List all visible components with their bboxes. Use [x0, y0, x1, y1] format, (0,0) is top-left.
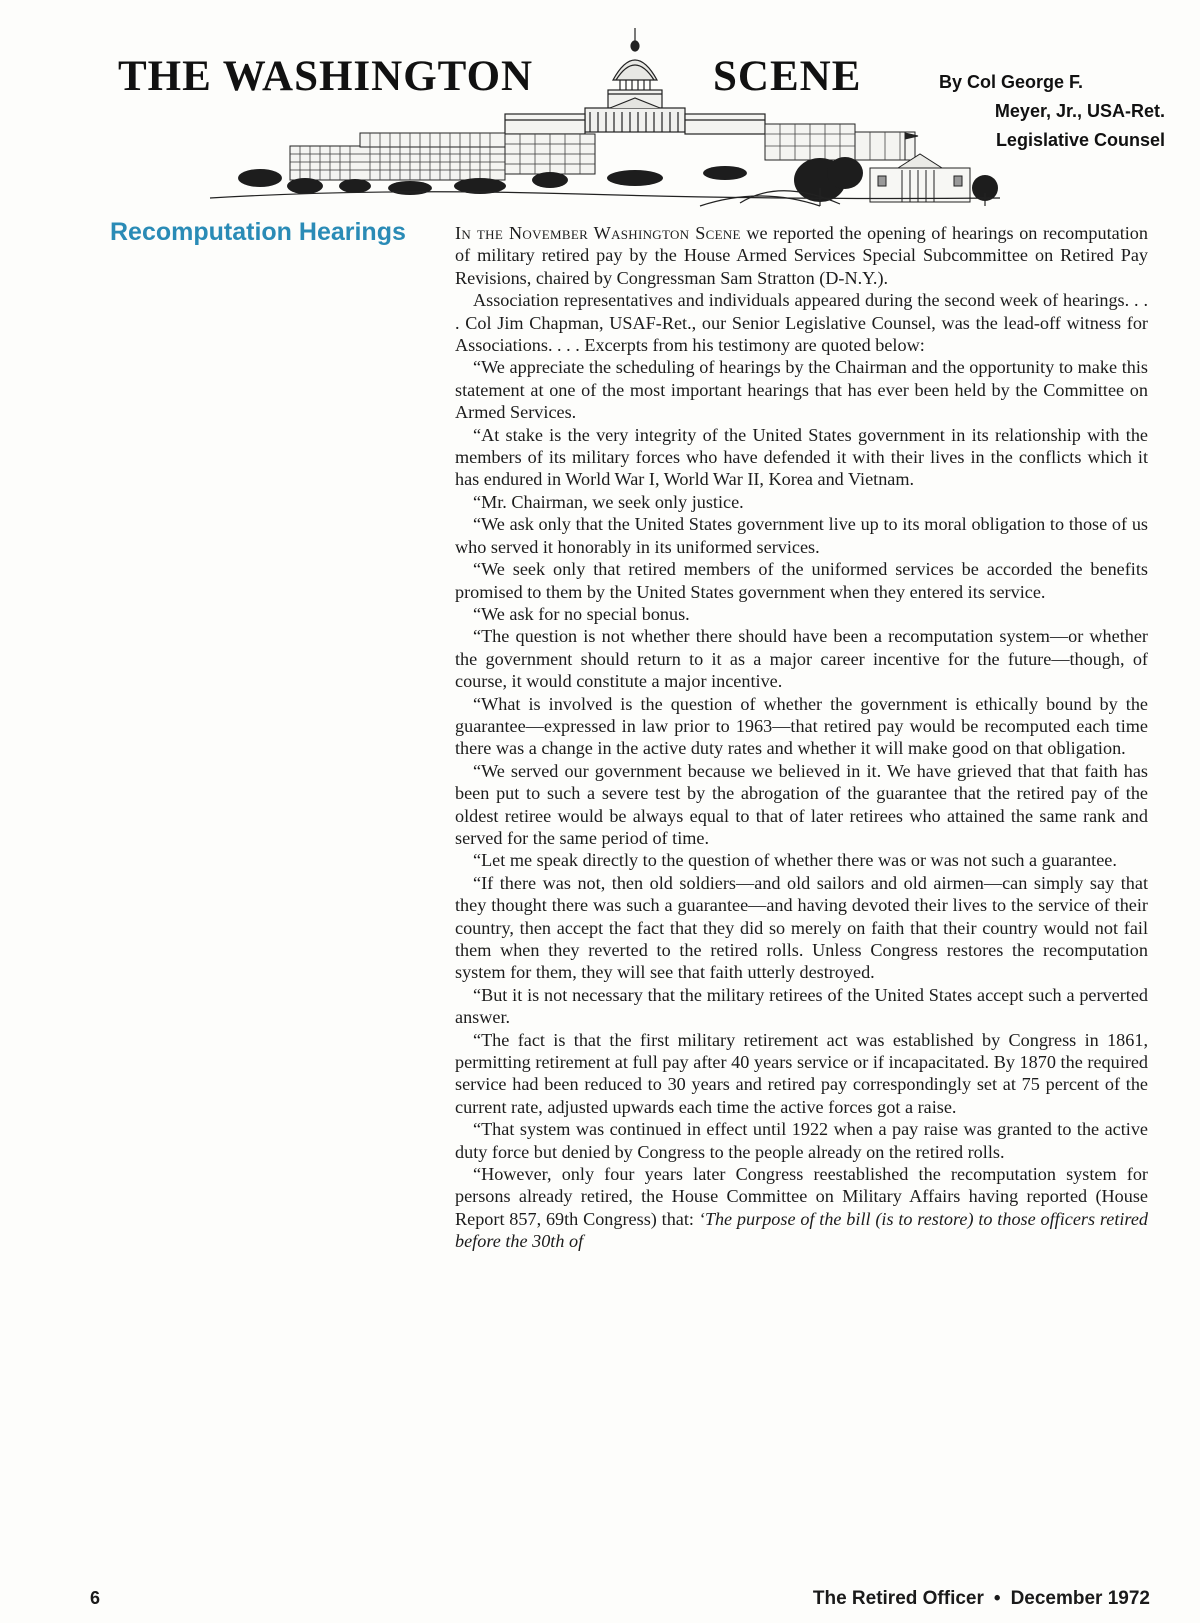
masthead-title-part1: THE WASHINGTON — [118, 53, 534, 100]
article-paragraph: “We ask only that the United States government live up to its moral obligation to those of us who served it honorably in its uniformed services. — [455, 514, 1148, 557]
article-paragraph: “Let me speak directly to the question of whether there was or was not such a guarantee. — [473, 850, 1117, 871]
publication-date: December 1972 — [1010, 1588, 1150, 1609]
article-paragraph: “Mr. Chairman, we seek only justice. — [473, 491, 744, 512]
article-paragraph: “We seek only that retired members of the uniformed services be accorded the benefits promised to them by the United States government when they entered its service. — [455, 559, 1148, 602]
article-body — [455, 222, 1148, 1253]
masthead-title-part2: SCENE — [713, 53, 862, 100]
article-paragraph: “If there was not, then old soldiers—and old sailors and old airmen—can simply say that they thought there was such a guarantee—and having devoted their lives to the service of their country, then accept the fact that they did so merely on faith that their country would not fail them when they reverted to the retired rolls. Unless Congress restores the recomputation system for them, they will see that faith utterly destroyed. — [455, 872, 1148, 983]
quoted-report-italic: ‘The purpose of the bill (is to restore) to those officers retired before the 30th of — [455, 1208, 1148, 1252]
article-paragraph: “At stake is the very integrity of the United States government in its relationship with the members of its military forces who have defended it with their lives in the conflicts which it has endured in World War I, World War II, Korea and Vietnam. — [455, 424, 1148, 490]
article-paragraph: “What is involved is the question of whether the government is ethically bound by the guarantee—expressed in law prior to 1963—that retired pay would be recomputed each time there was a change in the active duty rates and whether it will make good on that obligation. — [455, 693, 1148, 759]
publication-name: The Retired Officer — [812, 1588, 984, 1609]
byline-author-line1: By Col George F. — [939, 72, 1084, 92]
lead-in-smallcaps: In the November Washington Scene — [455, 223, 741, 243]
publication-footer — [813, 1588, 1150, 1610]
article-paragraph: “We ask for no special bonus. — [473, 603, 690, 624]
byline-author-line2: Meyer, Jr., USA-Ret. — [994, 101, 1165, 121]
masthead-title — [118, 52, 862, 101]
article-paragraph-lead — [455, 222, 1148, 289]
article-paragraph: “That system was continued in effect until 1922 when a pay raise was granted to the active duty force but denied by Congress to the people already on the retired rolls. — [455, 1119, 1148, 1162]
article-paragraph: “The question is not whether there should have been a recomputation system—or whether the government should return to it as a major career incentive for the future—though, of course, it would constitute a major incentive. — [455, 626, 1148, 692]
article-paragraph: “The fact is that the first military retirement act was established by Congress in 1861, permitting retirement at full pay after 40 years service or if incapacitated. By 1870 the required service had been reduced to 30 years and retired pay correspondingly set at 75 percent of the current rate, adjusted upwards each time the active forces got a raise. — [455, 1029, 1148, 1117]
footer-bullet: • — [993, 1588, 1001, 1609]
page-number: 6 — [90, 1588, 101, 1608]
section-heading: Recomputation Hearings — [110, 218, 406, 246]
article-paragraph-text: “However, only four years later Congress reestablished the recomputation system for persons already retired, the House Committee on Military Affairs having reported (House Report 857, 69th Congress) that: — [455, 1164, 1148, 1229]
byline — [925, 68, 1165, 155]
article-paragraph-last — [455, 1163, 1148, 1253]
article-paragraph: Association representatives and individuals appeared during the second week of hearings. . . . Col Jim Chapman, USAF-Ret., our Senior Legislative Counsel, was the lead-off witness for Associations. . . . Excerpts from his testimony are quoted below: — [455, 290, 1148, 356]
article-paragraph-text: we reported the opening of hearings on recomputation of military retired pay by the House Armed Services Special Subcommittee on Retired Pay Revisions, chaired by Congressman Sam Stratton (D-N.Y.). — [455, 223, 1148, 288]
article-paragraph: “We served our government because we believed in it. We have grieved that that faith has been put to such a severe test by the abrogation of the guarantee that the retired pay of the oldest retiree would be always equal to that of later retirees who attained the same rank and served for the same period of time. — [455, 760, 1148, 848]
article-paragraph: “We appreciate the scheduling of hearings by the Chairman and the opportunity to make this statement at one of the most important hearings that has ever been held by the Committee on Armed Services. — [455, 357, 1148, 423]
article-paragraph: “But it is not necessary that the military retirees of the United States accept such a perverted answer. — [455, 984, 1148, 1028]
masthead — [110, 28, 920, 208]
byline-role: Legislative Counsel — [995, 130, 1165, 150]
